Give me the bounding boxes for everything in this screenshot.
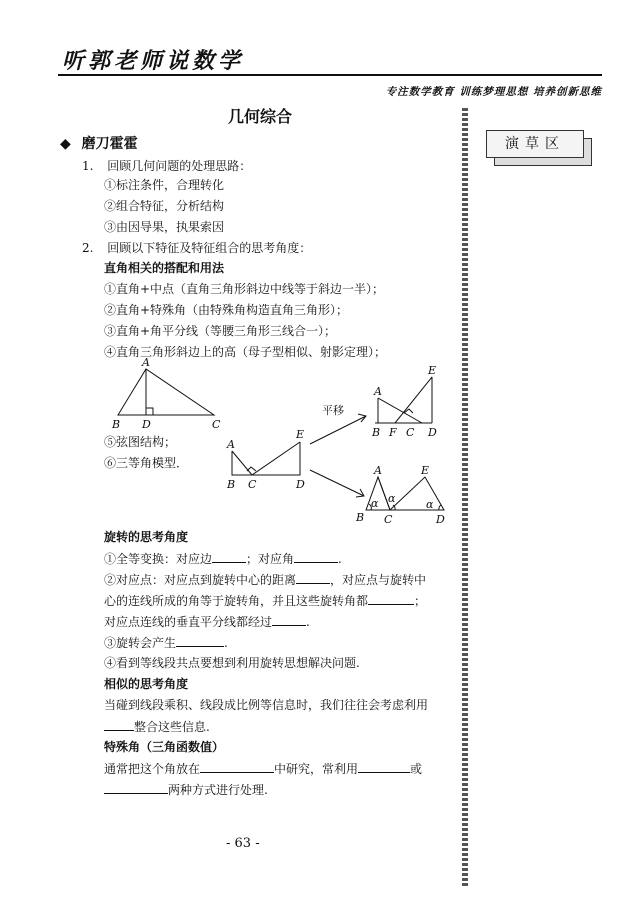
translate-arrow [310, 414, 366, 444]
fig2-label-A: A [227, 438, 235, 451]
fig2-label-D: D [296, 478, 305, 491]
list-item: ⑤弦图结构； [104, 435, 177, 449]
fig4-label-E: E [421, 464, 430, 477]
list-item: ③直角+角平分线（等腰三角形三线合一）； [104, 324, 337, 338]
special-line-2: 两种方式进行处理. [104, 781, 268, 799]
fig1-label-D: D [142, 418, 151, 431]
fig3-label-A: A [374, 385, 382, 398]
figure-three-right-angles [232, 442, 300, 475]
rotate-arrow [310, 470, 364, 497]
fig3-label-F: F [389, 426, 397, 439]
fig4-alpha-2: α [388, 492, 396, 505]
translate-label: 平移 [322, 404, 344, 417]
list-item: ①标注条件，合理转化 [104, 178, 225, 192]
rotation-line-3: 心的连线所成的角等于旋转角，并且这些旋转角都 ； [104, 594, 427, 608]
special-line-1: 通常把这个角放在 中研究，常利用 或 [104, 762, 423, 776]
fig4-label-C: C [384, 513, 393, 526]
item-text: 回顾几何问题的处理思路： [107, 159, 252, 173]
item-number: 2. [82, 241, 94, 255]
fig4-alpha-1: α [371, 497, 379, 510]
rotation-line-2: ②对应点：对应点到旋转中心的距离 ，对应点与旋转中 [104, 573, 427, 587]
fig1-label-B: B [112, 418, 121, 431]
fig3-label-E: E [428, 364, 437, 377]
fig2-label-C: C [248, 478, 257, 491]
subheading: 旋转的思考角度 [104, 530, 189, 544]
fig3-label-D: D [428, 426, 437, 439]
rotation-line-4: 对应点连线的垂直平分线都经过 . [104, 615, 310, 629]
list-item: ②组合特征，分析结构 [104, 199, 225, 213]
fig4-label-D: D [436, 513, 445, 526]
fig1-label-C: C [212, 418, 221, 431]
list-item: ②直角+特殊角（由特殊角构造直角三角形）； [104, 303, 349, 317]
list-item: ④直角三角形斜边上的高（母子型相似、射影定理）； [104, 345, 387, 359]
list-item: ⑥三等角模型． [104, 456, 189, 470]
page-title: 几何综合 [228, 107, 293, 126]
fig4-label-A: A [374, 464, 382, 477]
fig3-label-B: B [372, 426, 381, 439]
list-item: ④看到等线段共点要想到利用旋转思想解决问题. [104, 656, 360, 670]
draft-box-text: 演草区 [486, 130, 584, 158]
similar-line-2: 整合这些信息. [104, 718, 210, 736]
page-number: - 63 - [226, 836, 260, 851]
rotation-line-1: ①全等变换：对应边 ；对应角 . [104, 552, 342, 566]
header-slogan: 专注数学教育 训练梦理思想 培养创新思维 [385, 86, 602, 98]
rotation-line-5: ③旋转会产生 . [104, 636, 228, 650]
fig4-label-B: B [356, 511, 365, 524]
list-item: ③由因导果，执果索因 [104, 220, 225, 234]
item-number: 1. [82, 159, 94, 173]
list-item: ①直角+中点（直角三角形斜边中线等于斜边一半）； [104, 282, 385, 296]
fig2-label-B: B [227, 478, 236, 491]
section-title: 磨刀霍霍 [81, 136, 138, 152]
fig1-label-A: A [142, 356, 150, 369]
figure-translated-triangles [375, 377, 432, 423]
list-item: 当碰到线段乘积、线段成比例等信息时，我们往往会考虑利用 [104, 698, 429, 712]
item-text: 回顾以下特征及特征组合的思考角度： [107, 241, 312, 255]
fig2-label-E: E [296, 428, 305, 441]
subheading: 相似的思考角度 [104, 677, 189, 691]
figure-right-triangle-altitude [118, 369, 214, 415]
header-title: 听郭老师说数学 [62, 48, 245, 74]
subheading: 直角相关的搭配和用法 [104, 261, 225, 275]
diamond-bullet-icon: ◆ [60, 136, 71, 152]
fig4-alpha-3: α [426, 498, 434, 511]
fig3-label-C: C [406, 426, 415, 439]
subheading: 特殊角（三角函数值） [104, 740, 225, 754]
